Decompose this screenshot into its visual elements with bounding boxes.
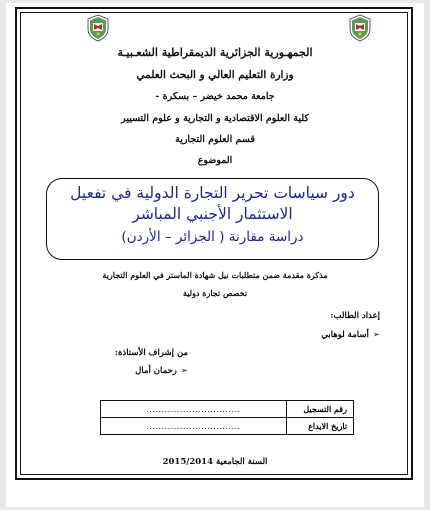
registration-number-label: رقم التسجيل [287,401,354,418]
arrow-bullet-icon: ➢ [372,330,380,340]
ministry-heading: وزارة التعليم العالي و البحث العلمي [136,69,294,81]
student-entry [321,330,380,340]
arrow-bullet-icon: ➢ [180,366,188,376]
university-logo-right [348,14,372,42]
registration-number-value: ............................... [101,401,287,418]
memo-purpose: مذكرة مقدمة ضمن متطلبات نيل شهادة الماستر في العلوم التجارية [102,270,328,280]
supervisor-entry [135,366,188,376]
registration-table [100,400,354,435]
student-label: إعداد الطالب: [330,311,380,321]
thesis-title-box [46,178,379,260]
supervisor-label: من إشراف الأستاذة: [114,348,188,358]
table-row [101,401,354,418]
table-row [101,418,354,435]
faculty-heading: كلية العلوم الاقتصادية و التجارية و علوم التسيير [121,113,309,124]
supervisor-name: رحمان أمال [135,366,177,376]
thesis-subtitle: دراسة مقارنة ( الجزائر – الأردن) [121,229,304,245]
deposit-date-value: ............................... [101,418,287,435]
academic-year: السنة الجامعية 2015/2014 [162,457,268,467]
republic-heading: الجمهـورية الجزائرية الديمقراطية الشعـبيـة [117,46,313,59]
subject-label: الموضوع [197,155,233,166]
university-heading: جامعة محمد خيضر – بسكرة - [155,91,275,102]
deposit-date-label: تاريخ الايداع [287,418,354,435]
memo-specialty: تخصص تجارة دولية [182,288,248,298]
student-name: أسامة لوهابي [321,330,369,340]
department-heading: قسم العلوم التجارية [175,134,255,145]
document-page [6,3,424,507]
university-logo-left [86,14,110,42]
thesis-title: دور سياسات تحرير التجارة الدولية في تفعيل الاستثمار الأجنبي المباشر [70,184,355,223]
